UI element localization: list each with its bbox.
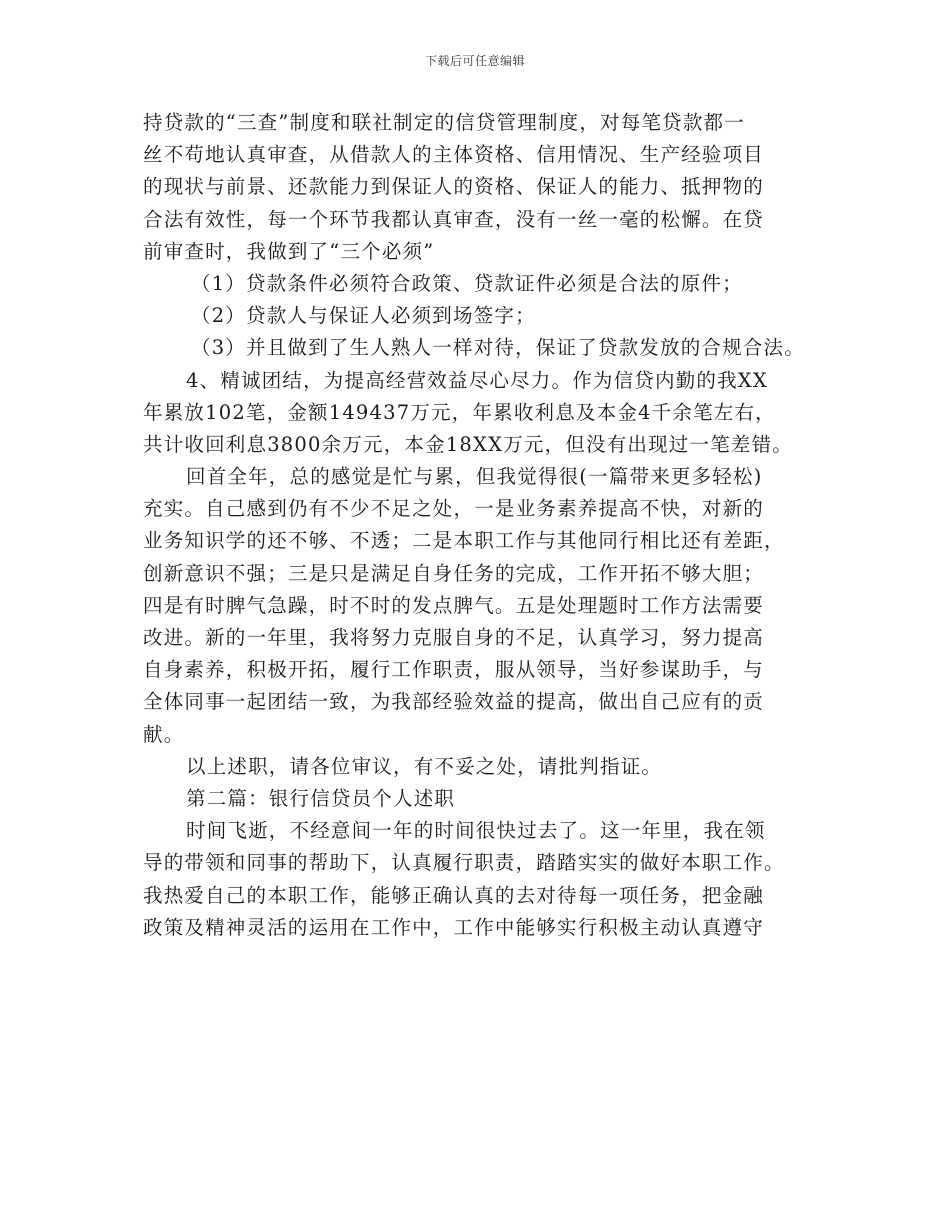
text-line: 政策及精神灵活的运用在工作中，工作中能够实行积极主动认真遵守 <box>143 915 765 939</box>
paragraph-start: 回首全年，总的感觉是忙与累，但我觉得很(一篇带来更多轻松) <box>186 465 763 489</box>
text-line: 改进。新的一年里，我将努力克服自身的不足，认真学习，努力提高 <box>143 626 765 649</box>
text-line: 丝不苟地认真审查，从借款人的主体资格、信用情况、生产经验项目 <box>143 143 765 167</box>
page-header: 下载后可任意编辑 <box>424 54 525 68</box>
text-line: 创新意识不强；三是只是满足自身任务的完成，工作开拓不够大胆； <box>143 561 765 585</box>
text-line: 四是有时脾气急躁，时不时的发点脾气。五是处理题时工作方法需要 <box>143 593 765 617</box>
text-line: 的现状与前景、还款能力到保证人的资格、保证人的能力、抵押物的 <box>143 175 765 199</box>
text-line: 年累放102笔，金额149437万元，年累收利息及本金4千余笔左右， <box>143 400 776 424</box>
text-line: 合法有效性，每一个环节我都认真审查，没有一丝一毫的松懈。在贷 <box>143 207 765 231</box>
text-line: 充实。自己感到仍有不少不足之处，一是业务素养提高不快，对新的 <box>143 497 765 521</box>
text-line: 献。 <box>143 722 185 746</box>
text-line: 业务知识学的还不够、不透；二是本职工作与其他同行相比还有差距， <box>143 529 785 553</box>
document-body <box>143 107 823 944</box>
list-item: （1）贷款条件必须符合政策、贷款证件必须是合法的原件； <box>191 271 743 295</box>
text-line: 我热爱自己的本职工作，能够正确认真的去对待每一项任务，把金融 <box>143 883 765 907</box>
paragraph-start: 4、精诚团结，为提高经营效益尽心尽力。作为信贷内勤的我XX <box>186 368 768 392</box>
list-item: （2）贷款人与保证人必须到场签字； <box>191 304 536 328</box>
paragraph-start: 时间飞逝，不经意间一年的时间很快过去了。这一年里，我在领 <box>186 819 766 843</box>
text-line: 全体同事一起团结一致，为我部经验效益的提高，做出自己应有的贡 <box>143 690 765 714</box>
paragraph-start: 以上述职，请各位审议，有不妥之处，请批判指证。 <box>186 754 663 778</box>
text-line: 前审查时，我做到了“三个必须” <box>143 239 435 263</box>
section-heading: 第二篇：银行信贷员个人述职 <box>186 786 456 810</box>
text-line: 导的带领和同事的帮助下，认真履行职责，踏踏实实的做好本职工作。 <box>143 851 785 875</box>
text-line: 自身素养，积极开拓，履行工作职责，服从领导，当好参谋助手，与 <box>143 658 765 682</box>
text-line: 持贷款的“三查”制度和联社制定的信贷管理制度，对每笔贷款都一 <box>143 111 745 134</box>
text-line: 共计收回利息3800余万元，本金18XX万元，但没有出现过一笔差错。 <box>143 432 794 456</box>
list-item: （3）并且做到了生人熟人一样对待，保证了贷款发放的合规合法。 <box>191 336 805 360</box>
